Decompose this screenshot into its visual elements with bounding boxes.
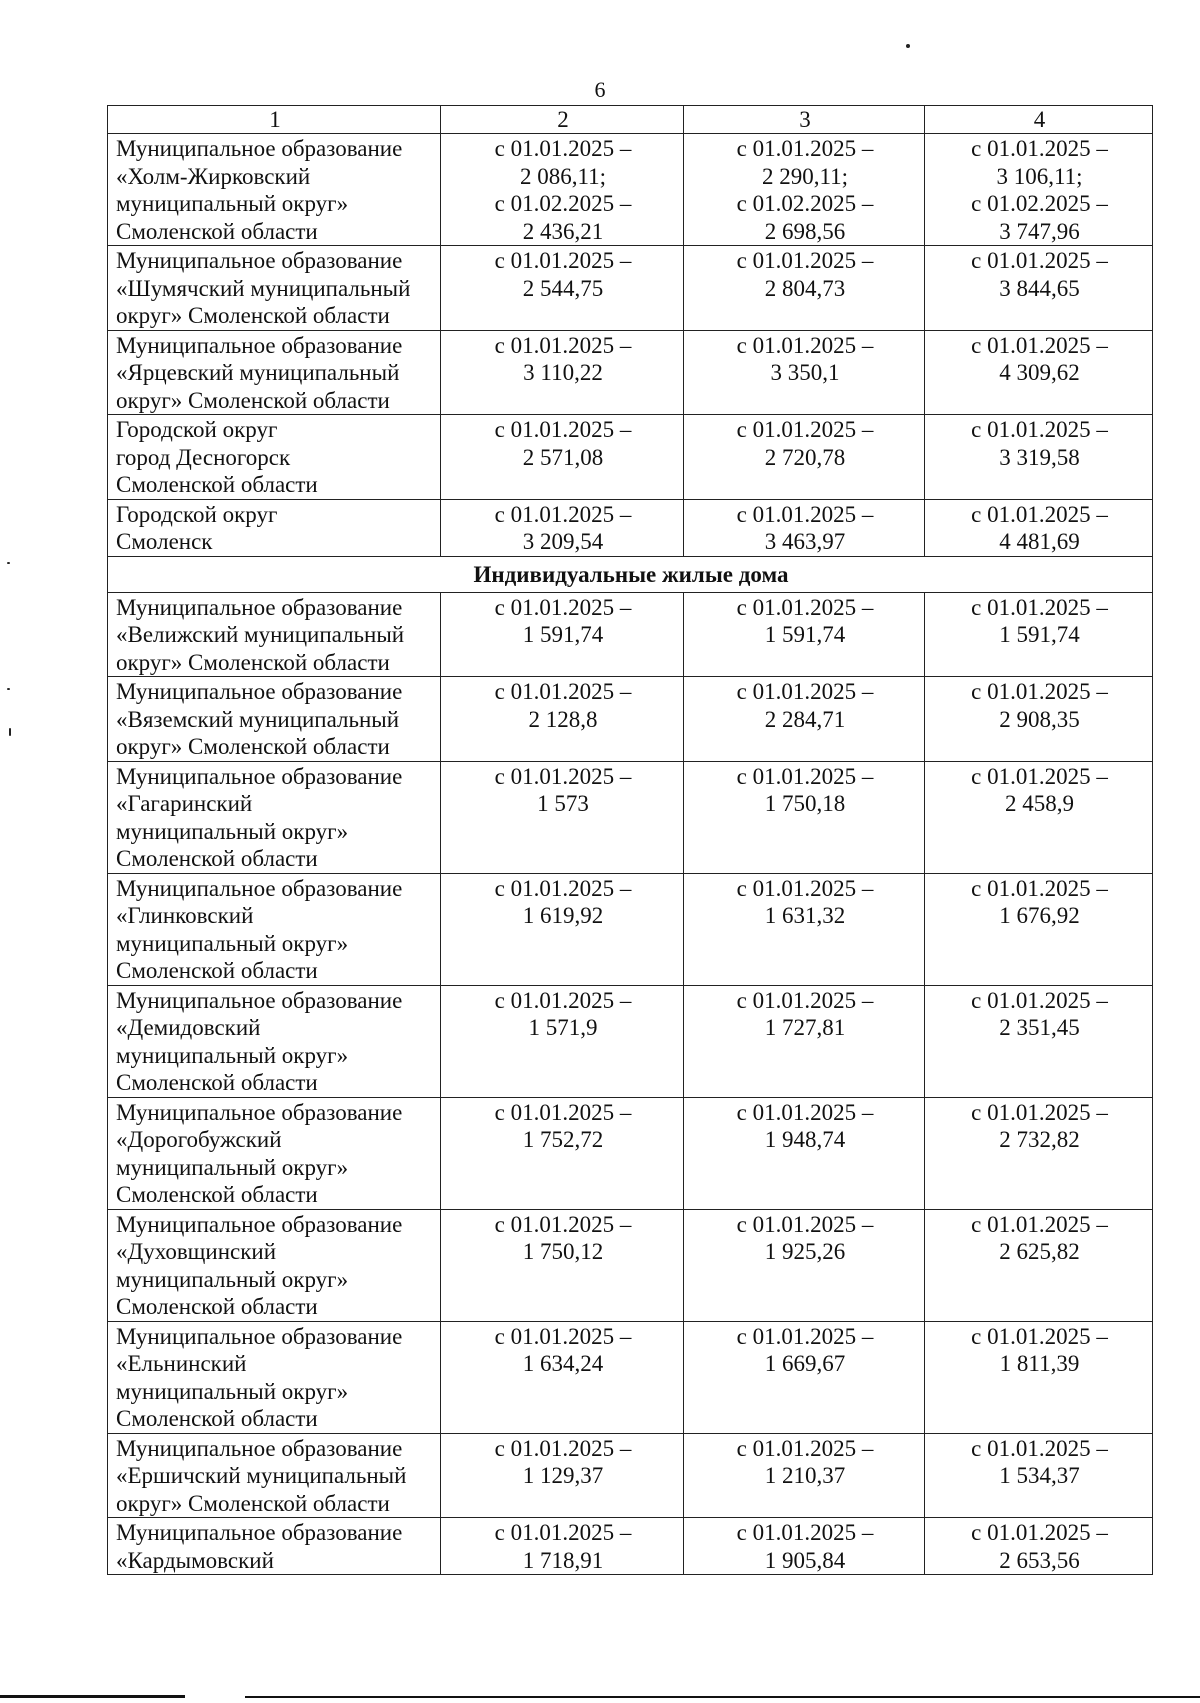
- tariff-col-3-line: с 01.01.2025 –: [736, 1520, 874, 1545]
- tariff-col-3-line: 1 948,74: [764, 1127, 846, 1152]
- tariff-col-2-line: с 01.01.2025 –: [494, 1323, 632, 1349]
- tariff-col-2-line: с 01.01.2025 –: [494, 1099, 632, 1125]
- tariff-col-2: [441, 985, 684, 1097]
- municipality-name-line: «Дорогобужский: [116, 1127, 282, 1152]
- municipality-name: [108, 1097, 441, 1209]
- tariff-col-4: [925, 677, 1153, 762]
- municipality-name: [108, 873, 441, 985]
- municipality-name-line: «Холм-Жирковский: [116, 163, 311, 189]
- municipality-name-line: Муниципальное образование: [116, 1323, 403, 1349]
- tariff-col-2-line: 1 573: [537, 791, 589, 816]
- tariff-col-2-line: с 01.01.2025 –: [494, 248, 632, 273]
- tariff-col-4-line: 4 481,69: [999, 529, 1080, 554]
- tariff-col-2: [441, 499, 684, 556]
- tariff-col-4-line: 2 732,82: [999, 1127, 1080, 1152]
- tariff-col-4-line: 1 591,74: [999, 622, 1080, 647]
- tariff-col-4-line: с 01.01.2025 –: [971, 417, 1108, 442]
- tariff-col-2-line: с 01.01.2025 –: [494, 501, 632, 527]
- tariff-col-4-line: 1 811,39: [999, 1351, 1080, 1376]
- municipality-name-line: «Ярцевский муниципальный: [116, 360, 400, 385]
- tariff-col-4-line: 3 747,96: [999, 218, 1080, 244]
- tariff-col-2-line: с 01.01.2025 –: [494, 987, 632, 1013]
- municipality-name-line: «Кардымовский: [116, 1547, 274, 1573]
- tariff-col-3: [684, 1518, 925, 1575]
- tariff-col-2-line: 2 544,75: [522, 275, 604, 301]
- scan-speck: [7, 688, 10, 690]
- tariff-col-2-line: с 01.01.2025 –: [494, 594, 632, 620]
- municipality-name-line: «Ершичский муниципальный: [116, 1463, 407, 1488]
- column-header-1: 1: [108, 106, 441, 134]
- municipality-name: [108, 677, 441, 762]
- municipality-name-line: Муниципальное образование: [116, 763, 403, 789]
- tariff-col-3: [684, 1097, 925, 1209]
- municipality-name-line: Муниципальное образование: [116, 332, 403, 358]
- tariff-col-3: [684, 873, 925, 985]
- municipality-name-line: муниципальный округ»: [116, 1042, 349, 1068]
- municipality-name-line: округ» Смоленской области: [116, 1490, 390, 1516]
- tariff-col-2-line: 2 086,11;: [519, 163, 607, 189]
- tariff-col-2-line: 2 571,08: [522, 444, 604, 470]
- tariff-col-4: [925, 134, 1153, 246]
- tariff-col-2: [441, 677, 684, 762]
- table-row: [108, 1433, 1153, 1518]
- municipality-name-line: «Велижский муниципальный: [116, 622, 405, 647]
- municipality-name: [108, 1518, 441, 1575]
- municipality-name: [108, 1209, 441, 1321]
- column-header-4: 4: [925, 106, 1153, 134]
- tariff-col-2-line: с 01.01.2025 –: [494, 136, 632, 161]
- column-number-row: [108, 106, 1153, 134]
- tariff-col-4-line: 3 106,11;: [996, 163, 1083, 189]
- tariff-col-4-line: с 01.01.2025 –: [971, 1099, 1108, 1125]
- section-row: [108, 556, 1153, 592]
- tariff-col-2-line: с 01.01.2025 –: [494, 1435, 632, 1461]
- tariff-col-2-line: с 01.01.2025 –: [494, 763, 632, 789]
- tariff-col-3: [684, 985, 925, 1097]
- municipality-name-line: «Глинковский: [116, 903, 254, 928]
- column-header-2: 2: [441, 106, 684, 134]
- municipality-name-line: Смоленской области: [116, 1406, 318, 1431]
- tariff-col-4: [925, 592, 1153, 677]
- page-number: 6: [594, 77, 606, 102]
- tariff-col-4-line: с 01.01.2025 –: [971, 1211, 1108, 1237]
- tariff-col-4: [925, 1321, 1153, 1433]
- tariff-col-4-line: 3 319,58: [999, 444, 1080, 470]
- municipality-name: [108, 330, 441, 415]
- tariff-col-2-line: с 01.02.2025 –: [494, 191, 632, 216]
- tariff-col-4-line: с 01.01.2025 –: [971, 136, 1108, 161]
- municipality-name-line: Муниципальное образование: [116, 248, 403, 273]
- tariff-col-3-line: 1 591,74: [764, 622, 846, 647]
- municipality-name-line: «Вяземский муниципальный: [116, 706, 400, 732]
- tariff-col-2-line: 1 634,24: [522, 1351, 604, 1376]
- tariff-col-3: [684, 415, 925, 500]
- tariff-col-3-line: 1 750,18: [764, 791, 846, 816]
- tariff-col-3: [684, 677, 925, 762]
- tariff-col-4: [925, 246, 1153, 331]
- tariff-col-3: [684, 1321, 925, 1433]
- tariff-col-3-line: с 01.01.2025 –: [736, 501, 874, 527]
- municipality-name-line: Муниципальное образование: [116, 679, 403, 704]
- tariff-col-3-line: 1 925,26: [764, 1239, 846, 1264]
- table-row: [108, 134, 1153, 246]
- tariff-col-2: [441, 1097, 684, 1209]
- tariff-col-4: [925, 873, 1153, 985]
- table-row: [108, 985, 1153, 1097]
- tariff-col-3-line: 2 284,71: [764, 706, 846, 732]
- tariff-col-4-line: 4 309,62: [999, 360, 1080, 385]
- municipality-name-line: «Духовщинский: [116, 1239, 277, 1264]
- column-header-3: 3: [684, 106, 925, 134]
- municipality-name-line: Муниципальное образование: [116, 1520, 403, 1545]
- tariff-col-3-line: с 01.01.2025 –: [736, 1435, 874, 1461]
- tariff-col-2-line: 1 752,72: [522, 1127, 604, 1152]
- tariff-col-2: [441, 1518, 684, 1575]
- tariff-col-3-line: с 01.01.2025 –: [736, 1099, 874, 1125]
- tariff-col-3: [684, 1209, 925, 1321]
- tariff-col-3-line: с 01.01.2025 –: [736, 679, 874, 704]
- tariff-col-4: [925, 761, 1153, 873]
- tariff-col-2: [441, 246, 684, 331]
- tariff-col-3-line: 3 463,97: [764, 529, 846, 554]
- tariff-col-3: [684, 1433, 925, 1518]
- tariff-col-3-line: с 01.01.2025 –: [736, 875, 874, 901]
- municipality-name-line: муниципальный округ»: [116, 930, 349, 956]
- table-row: [108, 1097, 1153, 1209]
- tariff-col-3-line: с 01.01.2025 –: [736, 1211, 874, 1237]
- tariff-col-3-line: с 01.01.2025 –: [736, 987, 874, 1013]
- table-row: [108, 1518, 1153, 1575]
- table-row: [108, 677, 1153, 762]
- tariff-col-2-line: с 01.01.2025 –: [494, 679, 632, 704]
- tariff-col-3: [684, 134, 925, 246]
- table-row: [108, 1209, 1153, 1321]
- municipality-name: [108, 985, 441, 1097]
- tariff-col-2-line: с 01.01.2025 –: [494, 417, 632, 442]
- tariff-col-3-line: 2 720,78: [764, 444, 846, 470]
- tariff-col-2: [441, 415, 684, 500]
- tariff-col-2-line: 3 110,22: [523, 360, 603, 385]
- tariff-col-2: [441, 592, 684, 677]
- tariff-col-4-line: с 01.01.2025 –: [971, 875, 1108, 901]
- tariff-col-3-line: 1 669,67: [764, 1351, 846, 1376]
- table-row: [108, 246, 1153, 331]
- tariff-col-3-line: с 01.01.2025 –: [736, 763, 874, 789]
- municipality-name: [108, 499, 441, 556]
- municipality-name-line: «Ельнинский: [116, 1351, 247, 1376]
- tariff-col-2-line: с 01.01.2025 –: [494, 1520, 632, 1545]
- tariff-col-2: [441, 1433, 684, 1518]
- footer-bar-right: [245, 1696, 1200, 1698]
- tariff-col-4-line: с 01.01.2025 –: [971, 501, 1108, 527]
- section-title: Индивидуальные жилые дома: [108, 556, 1153, 592]
- municipality-name-line: «Демидовский: [116, 1015, 261, 1040]
- tariff-col-4-line: 2 458,9: [1005, 791, 1074, 816]
- municipality-name: [108, 134, 441, 246]
- tariff-col-4-line: 2 625,82: [999, 1239, 1080, 1264]
- municipality-name-line: округ» Смоленской области: [116, 387, 390, 413]
- tariff-col-2-line: с 01.01.2025 –: [494, 1211, 632, 1237]
- tariff-col-3: [684, 330, 925, 415]
- municipality-name: [108, 1433, 441, 1518]
- tariff-col-3-line: с 01.01.2025 –: [736, 332, 874, 358]
- tariff-col-2: [441, 330, 684, 415]
- tariff-col-3-line: с 01.01.2025 –: [736, 417, 874, 442]
- tariff-col-4-line: с 01.01.2025 –: [971, 987, 1108, 1013]
- table-row: [108, 330, 1153, 415]
- tariff-col-4: [925, 1518, 1153, 1575]
- tariff-col-2-line: с 01.01.2025 –: [494, 875, 632, 901]
- tariff-col-2-line: 2 128,8: [528, 706, 598, 732]
- municipality-name-line: Смоленской области: [116, 218, 318, 244]
- tariff-col-2-line: 1 591,74: [522, 622, 604, 647]
- tariff-col-3-line: с 01.01.2025 –: [736, 136, 874, 161]
- tariff-col-2-line: 2 436,21: [522, 218, 604, 244]
- municipality-name-line: муниципальный округ»: [116, 1378, 349, 1404]
- tariff-col-4-line: с 01.01.2025 –: [971, 332, 1108, 358]
- tariff-col-4-line: с 01.01.2025 –: [971, 1520, 1108, 1545]
- tariff-col-3: [684, 761, 925, 873]
- tariff-col-4-line: с 01.01.2025 –: [971, 594, 1108, 620]
- municipality-name: [108, 761, 441, 873]
- table-row: [108, 1321, 1153, 1433]
- tariff-col-3: [684, 246, 925, 331]
- tariff-col-4-line: с 01.01.2025 –: [971, 763, 1108, 789]
- tariff-col-2: [441, 134, 684, 246]
- municipality-name-line: «Гагаринский: [116, 791, 253, 816]
- tariff-col-4-line: с 01.01.2025 –: [971, 679, 1108, 704]
- tariff-col-2-line: 1 571,9: [528, 1015, 598, 1040]
- municipality-name-line: Муниципальное образование: [116, 1211, 403, 1237]
- tariff-col-4-line: с 01.02.2025 –: [971, 191, 1108, 216]
- tariff-col-2: [441, 1209, 684, 1321]
- tariff-col-4-line: 2 653,56: [999, 1547, 1080, 1573]
- municipality-name-line: Городской округ: [116, 501, 278, 527]
- municipality-name-line: Муниципальное образование: [116, 594, 403, 620]
- municipality-name-line: Смоленской области: [116, 958, 318, 983]
- scan-speck: [9, 728, 11, 736]
- tariff-col-2-line: 1 718,91: [522, 1547, 604, 1573]
- table-row: [108, 873, 1153, 985]
- table-row: [108, 499, 1153, 556]
- municipality-name-line: Смоленской области: [116, 1182, 318, 1207]
- tariff-col-4: [925, 415, 1153, 500]
- municipality-name-line: округ» Смоленской области: [116, 734, 390, 759]
- tariff-col-4: [925, 1433, 1153, 1518]
- municipality-name-line: город Десногорск: [116, 444, 291, 470]
- tariff-col-3-line: 2 804,73: [764, 275, 846, 301]
- tariff-col-2: [441, 761, 684, 873]
- tariff-col-3-line: 1 727,81: [764, 1015, 846, 1040]
- scan-speck: [906, 44, 910, 48]
- tariff-col-2: [441, 1321, 684, 1433]
- tariff-col-2-line: с 01.01.2025 –: [494, 332, 632, 358]
- municipality-name-line: муниципальный округ»: [116, 818, 349, 844]
- tariff-col-3-line: с 01.01.2025 –: [736, 1323, 874, 1349]
- table-row: [108, 761, 1153, 873]
- tariff-col-4-line: с 01.01.2025 –: [971, 248, 1108, 273]
- tariff-col-4-line: 3 844,65: [999, 275, 1080, 301]
- tariff-col-4: [925, 1097, 1153, 1209]
- municipality-name-line: муниципальный округ»: [116, 1154, 349, 1180]
- tariff-col-3-line: 3 350,1: [770, 360, 840, 385]
- scan-speck: [7, 562, 10, 564]
- municipality-name-line: Муниципальное образование: [116, 875, 403, 901]
- table-row: [108, 415, 1153, 500]
- municipality-name-line: Муниципальное образование: [116, 136, 403, 161]
- municipality-name-line: Смоленской области: [116, 846, 318, 871]
- tariff-col-4-line: 2 351,45: [999, 1015, 1080, 1040]
- municipality-name-line: Муниципальное образование: [116, 1435, 403, 1461]
- municipality-name-line: муниципальный округ»: [116, 191, 349, 216]
- tariff-col-4-line: 1 676,92: [999, 903, 1080, 928]
- tariff-col-3-line: 1 210,37: [764, 1463, 846, 1488]
- tariff-col-4-line: 2 908,35: [999, 706, 1080, 732]
- municipality-name-line: Смоленск: [116, 529, 213, 554]
- tariff-col-2-line: 3 209,54: [522, 529, 604, 554]
- municipality-name-line: Муниципальное образование: [116, 987, 403, 1013]
- table-body: [108, 106, 1153, 1575]
- municipality-name: [108, 1321, 441, 1433]
- tariff-col-4: [925, 1209, 1153, 1321]
- municipality-name-line: округ» Смоленской области: [116, 649, 390, 675]
- tariff-col-2: [441, 873, 684, 985]
- tariff-col-3-line: 1 905,84: [764, 1547, 846, 1573]
- municipality-name-line: Муниципальное образование: [116, 1099, 403, 1125]
- footer-bar-left: [0, 1695, 185, 1698]
- municipality-name-line: Смоленской области: [116, 1294, 318, 1319]
- municipality-name-line: «Шумячский муниципальный: [116, 275, 411, 301]
- municipality-name-line: Смоленской области: [116, 1070, 318, 1095]
- tariff-col-3-line: 2 698,56: [764, 218, 846, 244]
- tariff-table: [107, 105, 1153, 1575]
- tariff-col-4: [925, 499, 1153, 556]
- tariff-col-3-line: 2 290,11;: [761, 163, 849, 189]
- municipality-name-line: Городской округ: [116, 417, 278, 442]
- tariff-col-2-line: 1 619,92: [522, 903, 604, 928]
- tariff-col-3: [684, 592, 925, 677]
- municipality-name-line: муниципальный округ»: [116, 1266, 349, 1292]
- municipality-name-line: округ» Смоленской области: [116, 303, 390, 328]
- municipality-name-line: Смоленской области: [116, 472, 318, 497]
- tariff-col-4-line: с 01.01.2025 –: [971, 1323, 1108, 1349]
- tariff-col-4: [925, 985, 1153, 1097]
- municipality-name: [108, 246, 441, 331]
- municipality-name: [108, 415, 441, 500]
- tariff-col-4-line: с 01.01.2025 –: [971, 1435, 1108, 1461]
- tariff-col-4-line: 1 534,37: [999, 1463, 1080, 1488]
- tariff-col-2-line: 1 129,37: [522, 1463, 604, 1488]
- tariff-col-2-line: 1 750,12: [522, 1239, 604, 1264]
- tariff-col-4: [925, 330, 1153, 415]
- tariff-col-3-line: с 01.01.2025 –: [736, 594, 874, 620]
- table-row: [108, 592, 1153, 677]
- tariff-col-3-line: 1 631,32: [764, 903, 846, 928]
- municipality-name: [108, 592, 441, 677]
- tariff-col-3-line: с 01.02.2025 –: [736, 191, 874, 216]
- tariff-col-3-line: с 01.01.2025 –: [736, 248, 874, 273]
- tariff-col-3: [684, 499, 925, 556]
